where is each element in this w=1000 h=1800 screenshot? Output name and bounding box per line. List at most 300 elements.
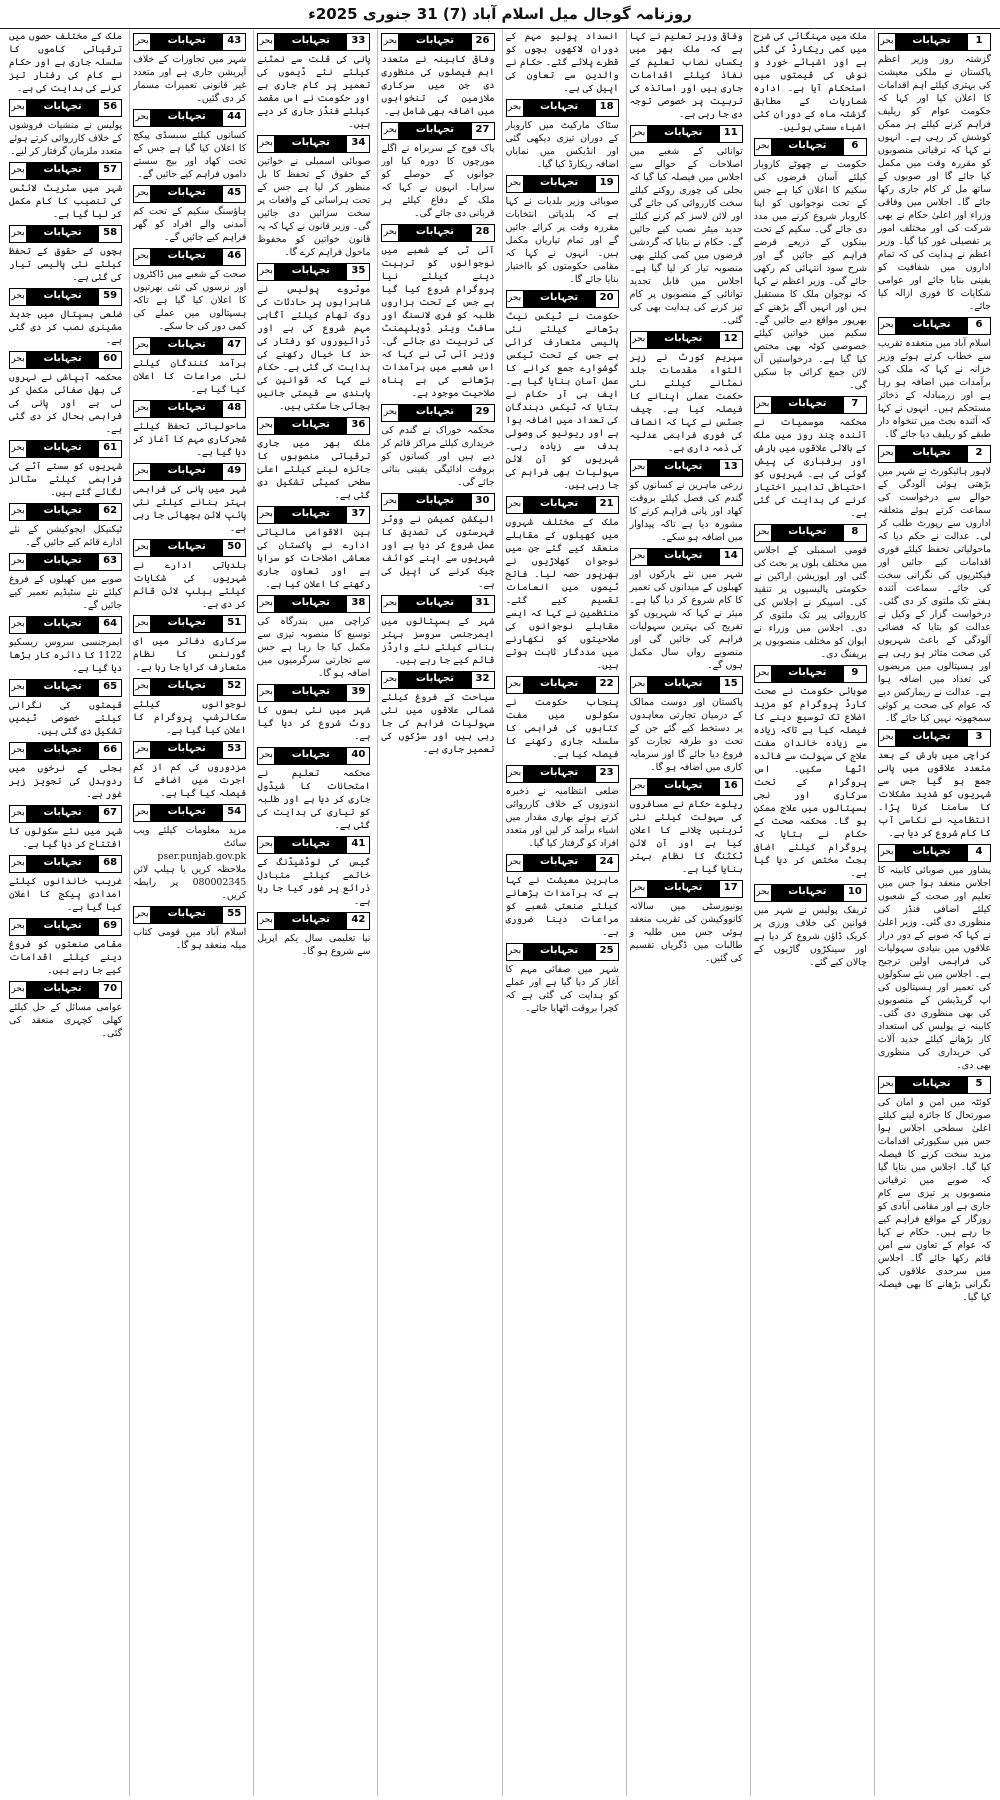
article-header bbox=[630, 778, 743, 796]
article-header bbox=[133, 248, 246, 266]
article-tag: بحر bbox=[10, 856, 27, 872]
article-number: 6 bbox=[843, 139, 866, 155]
article-tag: بحر bbox=[10, 680, 27, 696]
newspaper-masthead: روزنامہ گوجال میل اسلام آباد (7) 31 جنوری 2025ء bbox=[0, 0, 1000, 29]
article-label: تجہابات bbox=[772, 525, 843, 541]
news-column bbox=[129, 30, 249, 1796]
article-header bbox=[754, 138, 867, 156]
article-tag: بحر bbox=[10, 743, 27, 759]
article-label: تجہابات bbox=[275, 748, 346, 764]
article-header bbox=[133, 185, 246, 203]
article-body: آئی ٹی کے شعبے میں نوجوانوں کو تربیت دینے کیلئے نیا پروگرام شروع کیا گیا ہے جس کے تحت ہزاروں طلبہ کو فری لانسنگ اور سافٹ ویئر ڈویلپمنٹ کی تربیت دی جائے گی۔ وزیر آئی ٹی نے کہا کہ اس شعبے میں برآمدات بڑھانے کی بے پناہ صلاحیت موجود ہے۔ bbox=[381, 245, 495, 399]
article-label: تجہابات bbox=[896, 318, 967, 334]
news-article bbox=[9, 742, 122, 801]
article-body: ماہرین معیشت نے کہا ہے کہ برآمدات بڑھانے کیلئے صنعتی شعبے کو مراعات دینا ضروری ہے۔ bbox=[505, 875, 619, 938]
news-article bbox=[754, 138, 867, 392]
article-label: تجہابات bbox=[648, 460, 719, 476]
news-article bbox=[630, 459, 743, 544]
article-header bbox=[506, 676, 619, 694]
article-tag: بحر bbox=[134, 401, 151, 417]
article-body: پولیس نے منشیات فروشوں کے خلاف کارروائی کرتے ہوئے متعدد ملزمان گرفتار کر لیے۔ bbox=[9, 120, 123, 157]
article-tag: بحر bbox=[10, 504, 27, 520]
article-number: 47 bbox=[222, 338, 245, 354]
article-number: 31 bbox=[471, 596, 494, 612]
news-article bbox=[257, 747, 370, 832]
news-article bbox=[754, 884, 867, 969]
article-tag: بحر bbox=[631, 881, 648, 897]
article-number: 33 bbox=[346, 34, 369, 50]
article-header bbox=[9, 918, 122, 936]
article-tag: بحر bbox=[10, 352, 27, 368]
article-tag: بحر bbox=[507, 855, 524, 871]
article-label: تجہابات bbox=[151, 186, 222, 202]
article-header bbox=[257, 506, 370, 524]
article-number: 50 bbox=[222, 540, 245, 556]
article-header bbox=[257, 33, 370, 51]
article-header bbox=[9, 503, 122, 521]
news-column bbox=[502, 30, 622, 1796]
news-article bbox=[9, 855, 122, 914]
article-body: وفاقی کابینہ نے متعدد اہم فیصلوں کی منظوری دی جن میں سرکاری ملازمین کی تنخواہوں میں اضافہ بھی شامل ہے۔ bbox=[381, 54, 495, 117]
article-body: توانائی کے شعبے میں اصلاحات کے حوالے سے اجلاس میں فیصلہ کیا گیا کہ بجلی کی چوری روکنے کیلئے سخت کارروائی کی جائے گی اور لائن لاسز کم کرنے کیلئے جدید میٹر نصب کیے جائیں گے۔ حکام نے بتایا کہ گردشی قرضوں میں کمی کیلئے بھی منصوبہ تیار کر لیا گیا ہے۔ اجلاس میں قابل تجدید توانائی کے منصوبوں پر کام تیز کرنے کی ہدایت بھی کی گئی۔ bbox=[629, 146, 743, 326]
article-label: تجہابات bbox=[151, 110, 222, 126]
article-label: تجہابات bbox=[896, 446, 967, 462]
article-tag: بحر bbox=[382, 494, 399, 510]
article-body: ماحولیاتی تحفظ کیلئے شجرکاری مہم کا آغاز کر دیا گیا ہے۔ bbox=[133, 421, 247, 458]
article-label: تجہابات bbox=[275, 136, 346, 152]
article-header bbox=[9, 855, 122, 873]
article-body: برآمد کنندگان کیلئے نئی مراعات کا اعلان کیا گیا ہے۔ bbox=[133, 358, 247, 395]
newspaper-columns bbox=[6, 30, 994, 1796]
article-label: تجہابات bbox=[399, 225, 470, 241]
article-label: تجہابات bbox=[524, 497, 595, 513]
news-article bbox=[133, 741, 246, 800]
article-label: تجہابات bbox=[27, 680, 98, 696]
article-label: تجہابات bbox=[27, 441, 98, 457]
article-body: سٹاک مارکیٹ میں کاروبار کے دوران تیزی دیکھی گئی اور انڈیکس میں نمایاں اضافہ ریکارڈ کیا گیا۔ bbox=[505, 120, 619, 170]
news-article bbox=[257, 135, 370, 259]
article-tag: بحر bbox=[631, 460, 648, 476]
article-tag: بحر bbox=[755, 885, 772, 901]
article-tag: بحر bbox=[134, 186, 151, 202]
article-label: تجہابات bbox=[151, 401, 222, 417]
article-body: شہر میں تجاوزات کے خلاف آپریشن جاری ہے اور متعدد غیر قانونی تعمیرات مسمار کر دی گئیں۔ bbox=[133, 54, 247, 104]
article-number: 13 bbox=[719, 460, 742, 476]
article-tag: بحر bbox=[134, 616, 151, 632]
article-header bbox=[630, 459, 743, 477]
article-body: محکمہ تعلیم نے امتحانات کا شیڈول جاری کر دیا ہے اور طلبہ کو تیاری کی ہدایت کی گئی ہے۔ bbox=[257, 768, 371, 831]
news-article bbox=[9, 679, 122, 738]
article-tag: بحر bbox=[507, 944, 524, 960]
article-number: 57 bbox=[98, 163, 121, 179]
news-article bbox=[630, 30, 743, 121]
article-tag: بحر bbox=[258, 136, 275, 152]
article-header bbox=[506, 765, 619, 783]
article-number: 25 bbox=[595, 944, 618, 960]
article-number: 59 bbox=[98, 289, 121, 305]
article-body: مقامی صنعتوں کو فروغ دینے کیلئے اقدامات کیے جا رہے ہیں۔ bbox=[9, 939, 123, 976]
article-number: 15 bbox=[719, 677, 742, 693]
article-label: تجہابات bbox=[399, 672, 470, 688]
article-body: نوجوانوں کیلئے سکالرشپ پروگرام کا اعلان کیا گیا ہے۔ bbox=[133, 699, 247, 736]
article-number: 66 bbox=[98, 743, 121, 759]
article-number: 69 bbox=[98, 919, 121, 935]
article-body: ملک میں مہنگائی کی شرح میں کمی ریکارڈ کی گئی ہے اور اشیائے خورد و نوش کی قیمتوں میں استحکام آیا ہے۔ ادارہ شماریات کے مطابق گزشتہ ماہ کے دوران کئی اشیاء سستی ہوئیں۔ bbox=[753, 31, 867, 133]
article-body: ضلعی انتظامیہ نے ذخیرہ اندوزوں کے خلاف کارروائی کرتے ہوئے بھاری مقدار میں اشیاء برآمد کر لیں اور متعدد افراد کو گرفتار کیا گیا۔ bbox=[505, 786, 619, 849]
article-body: شہر میں صفائی مہم کا آغاز کر دیا گیا ہے اور عملے کو ہدایت کی گئی ہے کہ کچرا بروقت اٹھایا جائے۔ bbox=[505, 964, 619, 1014]
article-label: تجہابات bbox=[27, 352, 98, 368]
news-article bbox=[878, 317, 991, 441]
article-body: شہر میں نئی بسوں کا روٹ شروع کر دیا گیا ہے۔ bbox=[257, 705, 371, 742]
article-body: محکمہ خوراک نے گندم کی خریداری کیلئے مراکز قائم کر دیے ہیں اور کسانوں کو بروقت ادائیگی یقینی بنائی جائے گی۔ bbox=[381, 425, 495, 488]
article-header bbox=[9, 616, 122, 634]
article-body: گیس کی لوڈشیڈنگ کے خاتمے کیلئے متبادل ذرائع پر غور کیا جا رہا ہے۔ bbox=[257, 857, 371, 907]
article-tag: بحر bbox=[755, 666, 772, 682]
article-tag: بحر bbox=[631, 332, 648, 348]
article-number: 1 bbox=[967, 34, 990, 50]
news-article bbox=[133, 463, 246, 535]
article-body: صوبائی وزیر بلدیات نے کہا ہے کہ بلدیاتی انتخابات مقررہ وقت پر کرائے جائیں گے اور تمام تیاریاں مکمل ہیں۔ انہوں نے کہا کہ مقامی حکومتوں کو بااختیار بنایا جائے گا۔ bbox=[505, 196, 619, 285]
article-tag: بحر bbox=[10, 982, 27, 998]
article-header bbox=[506, 943, 619, 961]
article-tag: بحر bbox=[382, 225, 399, 241]
article-header bbox=[9, 351, 122, 369]
article-tag: بحر bbox=[134, 540, 151, 556]
article-body: پاکستان اور دوست ممالک کے درمیان تجارتی معاہدوں پر دستخط کیے گئے جن کے تحت دو طرفہ تجارت کو فروغ دیا جائے گا اور سرمایہ کاری میں اضافہ ہو گا۔ bbox=[629, 697, 743, 773]
article-number: 12 bbox=[719, 332, 742, 348]
article-number: 34 bbox=[346, 136, 369, 152]
article-label: تجہابات bbox=[648, 881, 719, 897]
article-number: 4 bbox=[967, 845, 990, 861]
article-header bbox=[754, 665, 867, 683]
article-tag: بحر bbox=[879, 34, 896, 50]
article-tag: بحر bbox=[10, 806, 27, 822]
article-header bbox=[257, 836, 370, 854]
article-label: تجہابات bbox=[27, 919, 98, 935]
news-article bbox=[878, 729, 991, 840]
news-column bbox=[626, 30, 746, 1796]
article-header bbox=[9, 742, 122, 760]
article-number: 49 bbox=[222, 464, 245, 480]
article-header bbox=[133, 804, 246, 822]
article-body: لاہور ہائیکورٹ نے شہر میں بڑھتی ہوئی آلودگی کے حوالے سے درخواست کی سماعت کرتے ہوئے متعلقہ اداروں سے رپورٹ طلب کر لی۔ عدالت نے حکم دیا کہ ماحولیاتی تحفظ کیلئے فوری اقدامات کیے جائیں اور فیکٹریوں کی نگرانی سخت کی جائے۔ سماعت آئندہ ہفتے تک ملتوی کر دی گئی۔ درخواست گزار کے وکیل نے عدالت کو بتایا کہ فضائی آلودگی کے باعث شہریوں کی صحت متاثر ہو رہی ہے اور ہسپتالوں میں مریضوں کی تعداد میں اضافہ ہوا ہے۔ عدالت نے ریمارکس دیے کہ عوام کی صحت پر کوئی سمجھوتہ نہیں کیا جائے گا۔ bbox=[877, 466, 991, 724]
article-tag: بحر bbox=[507, 291, 524, 307]
article-header bbox=[381, 404, 494, 422]
article-tag: بحر bbox=[134, 679, 151, 695]
article-label: تجہابات bbox=[27, 856, 98, 872]
article-label: تجہابات bbox=[772, 139, 843, 155]
article-number: 5 bbox=[967, 1077, 990, 1093]
article-label: تجہابات bbox=[524, 291, 595, 307]
article-tag: بحر bbox=[631, 549, 648, 565]
article-body: عوامی مسائل کے حل کیلئے کھلی کچہری منعقد کی گئی۔ bbox=[9, 1002, 123, 1039]
article-header bbox=[506, 496, 619, 514]
article-body: ضلعی ہسپتال میں جدید مشینری نصب کر دی گئی ہے۔ bbox=[9, 309, 123, 346]
article-label: تجہابات bbox=[399, 34, 470, 50]
article-label: تجہابات bbox=[524, 100, 595, 116]
article-number: 65 bbox=[98, 680, 121, 696]
news-article bbox=[630, 676, 743, 774]
article-number: 2 bbox=[967, 446, 990, 462]
news-article bbox=[9, 616, 122, 675]
article-body: ٹریفک پولیس نے شہر میں قوانین کی خلاف ورزی پر کریک ڈاؤن شروع کر دیا ہے اور سینکڑوں گاڑیوں کے چالان کیے گئے۔ bbox=[753, 905, 867, 968]
article-body: پانی کی قلت سے نمٹنے کیلئے نئے ڈیموں کی تعمیر پر کام جاری ہے اور حکومت نے اس مقصد کیلئے فنڈز جاری کر دیے ہیں۔ bbox=[257, 54, 371, 130]
article-header bbox=[133, 337, 246, 355]
article-tag: بحر bbox=[258, 837, 275, 853]
article-number: 36 bbox=[346, 418, 369, 434]
article-number: 56 bbox=[98, 100, 121, 116]
news-article bbox=[133, 248, 246, 333]
article-label: تجہابات bbox=[275, 507, 346, 523]
article-body: شہر کے ہسپتالوں میں ایمرجنسی سروسز بہتر بنانے کیلئے نئے وارڈز قائم کیے جا رہے ہیں۔ bbox=[381, 616, 495, 666]
article-tag: بحر bbox=[382, 123, 399, 139]
article-header bbox=[381, 671, 494, 689]
article-tag: بحر bbox=[507, 176, 524, 192]
article-number: 44 bbox=[222, 110, 245, 126]
article-header bbox=[506, 99, 619, 117]
article-header bbox=[878, 729, 991, 747]
article-tag: بحر bbox=[382, 34, 399, 50]
article-tag: بحر bbox=[382, 405, 399, 421]
article-header bbox=[630, 880, 743, 898]
article-number: 53 bbox=[222, 742, 245, 758]
article-label: تجہابات bbox=[275, 685, 346, 701]
news-article bbox=[381, 404, 494, 489]
news-article bbox=[381, 122, 494, 220]
news-article bbox=[9, 288, 122, 347]
article-header bbox=[506, 290, 619, 308]
article-body: ملک کے مختلف شہروں میں کھیلوں کے مقابلے منعقد کیے گئے جن میں نوجوان کھلاڑیوں نے بھرپور حصہ لیا۔ فاتح ٹیموں میں انعامات تقسیم کیے گئے۔ منتظمین نے کہا کہ ایسے مقابلے نوجوانوں کی صلاحیتوں کو نکھارنے میں مددگار ثابت ہوتے ہیں۔ bbox=[505, 517, 619, 671]
article-body: الیکشن کمیشن نے ووٹر فہرستوں کی تصدیق کا عمل شروع کر دیا ہے اور شہریوں سے اپنے کوائف چیک کرنے کی اپیل کی ہے۔ bbox=[381, 514, 495, 590]
news-article bbox=[257, 506, 370, 591]
article-body: پنجاب حکومت نے سکولوں میں مفت کتابوں کی فراہمی کا سلسلہ جاری رکھنے کا فیصلہ کیا ہے۔ bbox=[505, 697, 619, 760]
article-number: 48 bbox=[222, 401, 245, 417]
article-number: 22 bbox=[595, 677, 618, 693]
article-header bbox=[878, 317, 991, 335]
article-tag: بحر bbox=[631, 779, 648, 795]
article-tag: بحر bbox=[134, 805, 151, 821]
article-label: تجہابات bbox=[27, 743, 98, 759]
article-label: تجہابات bbox=[524, 944, 595, 960]
news-article bbox=[133, 539, 246, 611]
news-article bbox=[133, 804, 246, 902]
article-label: تجہابات bbox=[27, 100, 98, 116]
article-tag: بحر bbox=[258, 596, 275, 612]
news-article bbox=[381, 493, 494, 591]
article-label: تجہابات bbox=[275, 264, 346, 280]
article-body: ملک بھر میں جاری ترقیاتی منصوبوں کا جائزہ لینے کیلئے اعلیٰ سطحی کمیٹی تشکیل دی گئی ہے۔ bbox=[257, 438, 371, 501]
article-body: حکومت نے ٹیکس نیٹ بڑھانے کیلئے نئی پالیسی متعارف کرائی ہے جس کے تحت ٹیکس گوشوارے جمع کرانے کا عمل آسان بنایا گیا ہے۔ ایف بی آر حکام نے بتایا کہ ٹیکس دہندگان کی تعداد میں اضافہ ہوا ہے اور ریونیو کی وصولی ہدف سے زیادہ رہی۔ شہریوں کو آن لائن سہولیات بھی فراہم کی جا رہی ہیں۔ bbox=[505, 311, 619, 491]
article-header bbox=[381, 595, 494, 613]
article-label: تجہابات bbox=[151, 742, 222, 758]
article-tag: بحر bbox=[507, 497, 524, 513]
article-header bbox=[257, 417, 370, 435]
article-body: بین الاقوامی مالیاتی ادارے نے پاکستان کی معاشی اصلاحات کو سراہا ہے اور تعاون جاری رکھنے کا اعلان کیا ہے۔ bbox=[257, 527, 371, 590]
news-article bbox=[506, 30, 619, 95]
article-label: تجہابات bbox=[27, 806, 98, 822]
news-article bbox=[630, 880, 743, 965]
news-article bbox=[506, 496, 619, 672]
news-article bbox=[9, 351, 122, 436]
article-label: تجہابات bbox=[524, 766, 595, 782]
news-article bbox=[133, 337, 246, 396]
article-tag: بحر bbox=[10, 441, 27, 457]
article-tag: بحر bbox=[755, 525, 772, 541]
article-label: تجہابات bbox=[648, 332, 719, 348]
article-header bbox=[133, 33, 246, 51]
article-header bbox=[133, 615, 246, 633]
news-article bbox=[630, 778, 743, 876]
news-article bbox=[878, 1076, 991, 1304]
article-header bbox=[257, 263, 370, 281]
article-body: حکومت نے چھوٹے کاروبار کیلئے آسان قرضوں کی سکیم کا اعلان کیا ہے جس کے تحت نوجوانوں کو اپنا کاروبار شروع کرنے میں مدد دی جائے گی۔ سکیم کے تحت بینکوں کے ذریعے قرضے فراہم کیے جائیں گے اور شرح سود انتہائی کم رکھی جائے گی۔ وزیر اعظم نے کہا کہ نوجوان ملک کا مستقبل ہیں اور انہیں آگے بڑھنے کے بھرپور مواقع دیے جائیں گے۔ سکیم میں خواتین کیلئے خصوصی کوٹہ بھی مختص کیا گیا ہے۔ درخواستیں آن لائن جمع کرائی جا سکیں گی۔ bbox=[753, 159, 867, 391]
article-body: شہر میں نئے پارکوں اور کھیلوں کے میدانوں کی تعمیر کا کام شروع کر دیا گیا ہے۔ میئر نے کہا کہ شہریوں کو تفریح کی بہترین سہولیات فراہم کی جائیں گی اور منصوبے رواں سال مکمل ہوں گے۔ bbox=[629, 569, 743, 671]
article-number: 63 bbox=[98, 554, 121, 570]
article-header bbox=[381, 33, 494, 51]
article-body: یونیورسٹی میں سالانہ کانووکیشن کی تقریب منعقد ہوئی جس میں طلبہ و طالبات میں ڈگریاں تقسیم کی گئیں۔ bbox=[629, 901, 743, 964]
article-tag: بحر bbox=[10, 226, 27, 242]
news-column bbox=[874, 30, 994, 1796]
article-number: 46 bbox=[222, 249, 245, 265]
article-number: 37 bbox=[346, 507, 369, 523]
article-number: 41 bbox=[346, 837, 369, 853]
article-body: بجلی کے نرخوں میں ردوبدل کی تجویز زیر غور ہے۔ bbox=[9, 763, 123, 800]
news-article bbox=[133, 185, 246, 244]
article-number: 60 bbox=[98, 352, 121, 368]
article-header bbox=[878, 33, 991, 51]
article-header bbox=[257, 912, 370, 930]
article-header bbox=[9, 679, 122, 697]
news-article bbox=[381, 671, 494, 756]
news-article bbox=[506, 854, 619, 939]
article-tag: بحر bbox=[631, 126, 648, 142]
article-header bbox=[754, 884, 867, 902]
news-article bbox=[9, 30, 122, 95]
article-body: اسلام آباد میں منعقدہ تقریب سے خطاب کرتے ہوئے وزیر خزانہ نے کہا کہ ملک کی برآمدات میں اضافہ ہو رہا ہے اور زرمبادلہ کے ذخائر مستحکم ہیں۔ انہوں نے کہا کہ آئندہ بجٹ میں تنخواہ دار طبقے کو ریلیف دیا جائے گا۔ bbox=[877, 338, 991, 440]
article-body: شہر میں سٹریٹ لائٹس کی تنصیب کا کام مکمل کر لیا گیا ہے۔ bbox=[9, 183, 123, 220]
article-label: تجہابات bbox=[27, 504, 98, 520]
article-header bbox=[381, 224, 494, 242]
article-tag: بحر bbox=[134, 110, 151, 126]
article-number: 39 bbox=[346, 685, 369, 701]
article-number: 32 bbox=[471, 672, 494, 688]
news-article bbox=[9, 981, 122, 1040]
news-article bbox=[257, 595, 370, 680]
article-label: تجہابات bbox=[151, 616, 222, 632]
article-body: نیا تعلیمی سال یکم اپریل سے شروع ہو گا۔ bbox=[257, 933, 371, 957]
article-header bbox=[257, 684, 370, 702]
article-number: 17 bbox=[719, 881, 742, 897]
article-header bbox=[9, 981, 122, 999]
article-number: 52 bbox=[222, 679, 245, 695]
news-article bbox=[257, 912, 370, 958]
article-number: 29 bbox=[471, 405, 494, 421]
article-tag: بحر bbox=[755, 139, 772, 155]
article-header bbox=[630, 676, 743, 694]
news-article bbox=[754, 396, 867, 520]
article-header bbox=[133, 539, 246, 557]
article-number: 19 bbox=[595, 176, 618, 192]
article-number: 43 bbox=[222, 34, 245, 50]
article-number: 6 bbox=[967, 318, 990, 334]
news-article bbox=[133, 33, 246, 105]
article-number: 45 bbox=[222, 186, 245, 202]
article-number: 51 bbox=[222, 616, 245, 632]
news-article bbox=[133, 615, 246, 674]
article-header bbox=[381, 122, 494, 140]
article-body: وفاقی وزیر تعلیم نے کہا ہے کہ ملک بھر میں یکساں نصاب تعلیم کے نفاذ کیلئے اقدامات جاری ہیں اور اساتذہ کی تربیت پر خصوصی توجہ دی جا رہی ہے۔ bbox=[629, 31, 743, 120]
article-header bbox=[9, 440, 122, 458]
article-header bbox=[257, 595, 370, 613]
article-label: تجہابات bbox=[648, 549, 719, 565]
news-article bbox=[133, 109, 246, 181]
news-article bbox=[9, 503, 122, 549]
article-tag: بحر bbox=[258, 34, 275, 50]
article-label: تجہابات bbox=[772, 666, 843, 682]
article-number: 18 bbox=[595, 100, 618, 116]
article-label: تجہابات bbox=[151, 907, 222, 923]
article-header bbox=[878, 445, 991, 463]
article-number: 27 bbox=[471, 123, 494, 139]
article-tag: بحر bbox=[10, 163, 27, 179]
news-article bbox=[257, 836, 370, 908]
article-label: تجہابات bbox=[896, 1077, 967, 1093]
article-header bbox=[9, 225, 122, 243]
news-column bbox=[377, 30, 497, 1796]
news-article bbox=[506, 676, 619, 761]
article-number: 35 bbox=[346, 264, 369, 280]
article-body: محکمہ موسمیات نے آئندہ چند روز میں ملک کے بالائی علاقوں میں بارش اور برفباری کی پیش گوئی کی ہے۔ شہریوں کو احتیاطی تدابیر اختیار کرنے کی ہدایت کی گئی ہے۔ bbox=[753, 417, 867, 519]
article-header bbox=[133, 906, 246, 924]
article-body: مزید معلومات کیلئے ویب سائٹ pser.punjab.gov.pk ملاحظہ کریں یا ہیلپ لائن 080002345 پر رابطہ کریں۔ bbox=[133, 825, 247, 901]
news-article bbox=[9, 225, 122, 284]
article-number: 16 bbox=[719, 779, 742, 795]
article-number: 14 bbox=[719, 549, 742, 565]
news-article bbox=[133, 678, 246, 737]
article-number: 42 bbox=[346, 913, 369, 929]
article-label: تجہابات bbox=[896, 34, 967, 50]
article-label: تجہابات bbox=[772, 885, 843, 901]
news-article bbox=[630, 125, 743, 327]
article-label: تجہابات bbox=[151, 679, 222, 695]
article-header bbox=[133, 109, 246, 127]
article-label: تجہابات bbox=[27, 982, 98, 998]
article-body: اسلام آباد میں قومی کتاب میلہ منعقد ہو گا۔ bbox=[133, 927, 247, 951]
article-number: 30 bbox=[471, 494, 494, 510]
article-body: قومی اسمبلی کے اجلاس میں مختلف بلوں پر بحث کی گئی اور اپوزیشن اراکین نے حکومتی پالیسیوں پر تنقید کی۔ اسپیکر نے اجلاس کی کارروائی پیر تک ملتوی کر دی۔ اجلاس میں وزراء نے ایوان کو مختلف منصوبوں پر بریفنگ دی۔ bbox=[753, 545, 867, 660]
article-label: تجہابات bbox=[275, 596, 346, 612]
news-article bbox=[878, 33, 991, 313]
article-header bbox=[506, 175, 619, 193]
news-article bbox=[878, 445, 991, 725]
article-label: تجہابات bbox=[27, 226, 98, 242]
article-body: موٹروے پولیس نے شاہراہوں پر حادثات کی روک تھام کیلئے آگاہی مہم شروع کی ہے اور ڈرائیوروں کو رفتار کی حد کا خیال رکھنے کی ہدایت کی گئی ہے۔ حکام نے کہا کہ قوانین کی پابندی سے قیمتی جانیں بچائی جا سکتی ہیں۔ bbox=[257, 284, 371, 412]
article-body: ہاؤسنگ سکیم کے تحت کم آمدنی والے افراد کو گھر فراہم کیے جائیں گے۔ bbox=[133, 206, 247, 243]
article-number: 7 bbox=[843, 397, 866, 413]
article-number: 9 bbox=[843, 666, 866, 682]
article-label: تجہابات bbox=[399, 123, 470, 139]
article-body: صحت کے شعبے میں ڈاکٹروں اور نرسوں کی نئی بھرتیوں کا اعلان کیا گیا ہے تاکہ ہسپتالوں میں عملے کی کمی دور کی جا سکے۔ bbox=[133, 269, 247, 332]
news-article bbox=[9, 553, 122, 612]
article-tag: بحر bbox=[134, 338, 151, 354]
article-header bbox=[381, 493, 494, 511]
article-body: ٹیکنیکل ایجوکیشن کے نئے ادارے قائم کیے جائیں گے۔ bbox=[9, 524, 123, 548]
article-label: تجہابات bbox=[151, 805, 222, 821]
news-article bbox=[754, 665, 867, 880]
article-tag: بحر bbox=[879, 845, 896, 861]
article-body: ریلوے حکام نے مسافروں کی سہولت کیلئے نئی ٹرینیں چلانے کا اعلان کیا ہے اور آن لائن ٹکٹنگ کا نظام بہتر بنایا گیا ہے۔ bbox=[629, 799, 743, 875]
article-header bbox=[878, 844, 991, 862]
